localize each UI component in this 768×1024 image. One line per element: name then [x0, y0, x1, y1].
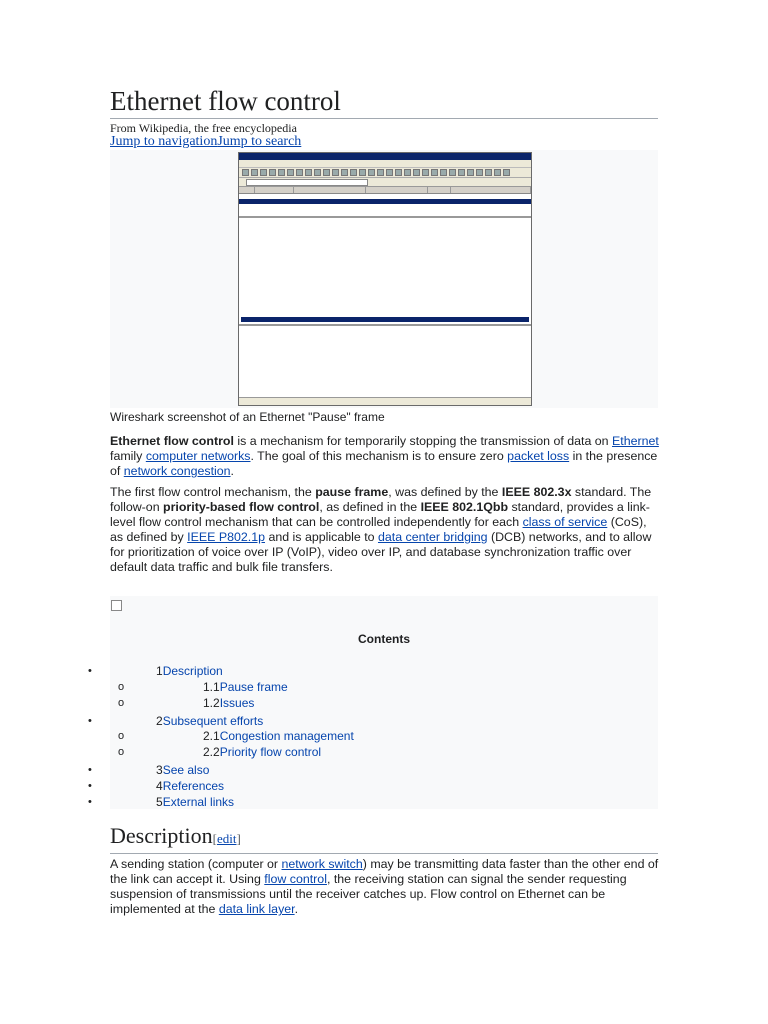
toc-text: Priority flow control — [219, 745, 322, 759]
flow-control-link[interactable]: flow control — [264, 872, 327, 886]
ws-hex-dump — [239, 326, 531, 396]
toc-number: 3 — [156, 763, 163, 777]
data-center-bridging-link[interactable]: data center bridging — [377, 530, 488, 544]
toc-text: References — [162, 779, 225, 793]
network-congestion-link[interactable]: network congestion — [123, 464, 231, 478]
class-of-service-link[interactable]: class of service — [522, 515, 608, 529]
ws-packet-list — [239, 194, 531, 218]
toc-number: 1 — [156, 664, 163, 678]
toc-item[interactable] — [156, 763, 209, 777]
toc-bullet: • — [88, 665, 92, 677]
toc-number: 2.1 — [203, 729, 220, 743]
data-link-layer-link[interactable]: data link layer — [218, 902, 295, 916]
toc-item[interactable] — [156, 664, 223, 678]
edit-section-link[interactable]: [edit] — [212, 831, 241, 846]
packet-loss-link[interactable]: packet loss — [507, 449, 570, 463]
toc-text: Issues — [219, 696, 255, 710]
toc-text: Description — [162, 664, 223, 678]
toc-bullet: • — [88, 796, 92, 808]
toc-bullet: o — [118, 681, 125, 693]
section-heading-description: Description[edit] — [110, 822, 658, 854]
wireshark-screenshot-image[interactable] — [238, 152, 532, 406]
ws-menubar — [239, 160, 531, 168]
toc-item[interactable] — [203, 696, 254, 710]
network-switch-link[interactable]: network switch — [281, 857, 363, 871]
toc-number: 1.2 — [203, 696, 220, 710]
toc-item[interactable] — [203, 729, 354, 743]
toc-item[interactable] — [203, 680, 288, 694]
ethernet-link[interactable]: Ethernet — [612, 434, 659, 448]
ws-filterbar — [239, 178, 531, 187]
table-of-contents — [110, 596, 658, 809]
toc-number: 5 — [156, 795, 163, 809]
toc-item[interactable] — [156, 714, 263, 728]
toc-number: 4 — [156, 779, 163, 793]
toc-number: 1.1 — [203, 680, 220, 694]
ws-titlebar — [239, 153, 531, 160]
toc-text: Pause frame — [219, 680, 288, 694]
ws-packet-detail — [239, 218, 531, 326]
toc-item[interactable] — [203, 745, 321, 759]
bold-term: Ethernet flow control — [110, 434, 234, 448]
toc-item[interactable] — [156, 779, 224, 793]
toc-text: Congestion management — [219, 729, 354, 743]
ws-toolbar — [239, 168, 531, 178]
toc-bullet: • — [88, 715, 92, 727]
ieee-p8021p-link[interactable]: IEEE P802.1p — [187, 530, 265, 544]
page-title: Ethernet flow control — [110, 84, 658, 119]
description-paragraph: A sending station (computer or network switch) may be transmitting data faster than the other end of the link can accept it. Using flow control, the receiving station can signal the sender requesting suspension of transmissions until the receiver catches up. Flow control on Ethernet can be implemented at the data link layer. — [110, 857, 659, 916]
toc-bullet: o — [118, 746, 125, 758]
toc-bullet: o — [118, 697, 125, 709]
toc-number: 2.2 — [203, 745, 220, 759]
toc-bullet: • — [88, 764, 92, 776]
toc-heading: Contents — [358, 632, 410, 646]
figure-caption: Wireshark screenshot of an Ethernet "Pause" frame — [110, 410, 385, 424]
jump-links — [110, 134, 301, 150]
toc-bullet: o — [118, 730, 125, 742]
toc-bullet: • — [88, 780, 92, 792]
toc-item[interactable] — [156, 795, 234, 809]
toc-toggle-checkbox[interactable] — [111, 600, 122, 611]
intro-paragraph: Ethernet flow control is a mechanism for temporarily stopping the transmission of data on Ethernet family computer networks. The goal of this mechanism is to ensure zero packet loss in the presence of network congestion. — [110, 434, 659, 478]
computer-networks-link[interactable]: computer networks — [145, 449, 251, 463]
toc-text: Subsequent efforts — [162, 714, 264, 728]
jump-to-navigation-link[interactable]: Jump to navigation — [110, 134, 218, 149]
ws-packet-header — [239, 187, 531, 194]
toc-text: External links — [162, 795, 235, 809]
toc-text: See also — [162, 763, 210, 777]
toc-number: 2 — [156, 714, 163, 728]
jump-to-search-link[interactable]: Jump to search — [217, 134, 302, 149]
standards-paragraph: The first flow control mechanism, the pause frame, was defined by the IEEE 802.3x standard. The follow-on priority-based flow control, as defined in the IEEE 802.1Qbb standard, provides a link-level flow control mechanism that can be controlled independently for each class of service (CoS), as defined by IEEE P802.1p and is applicable to data center bridging (DCB) networks, and to allow for prioritization of voice over IP (VoIP), video over IP, and database synchronization traffic over default data traffic and bulk file transfers. — [110, 485, 652, 574]
tagline: From Wikipedia, the free encyclopedia — [110, 121, 297, 135]
ws-statusbar — [239, 397, 531, 405]
